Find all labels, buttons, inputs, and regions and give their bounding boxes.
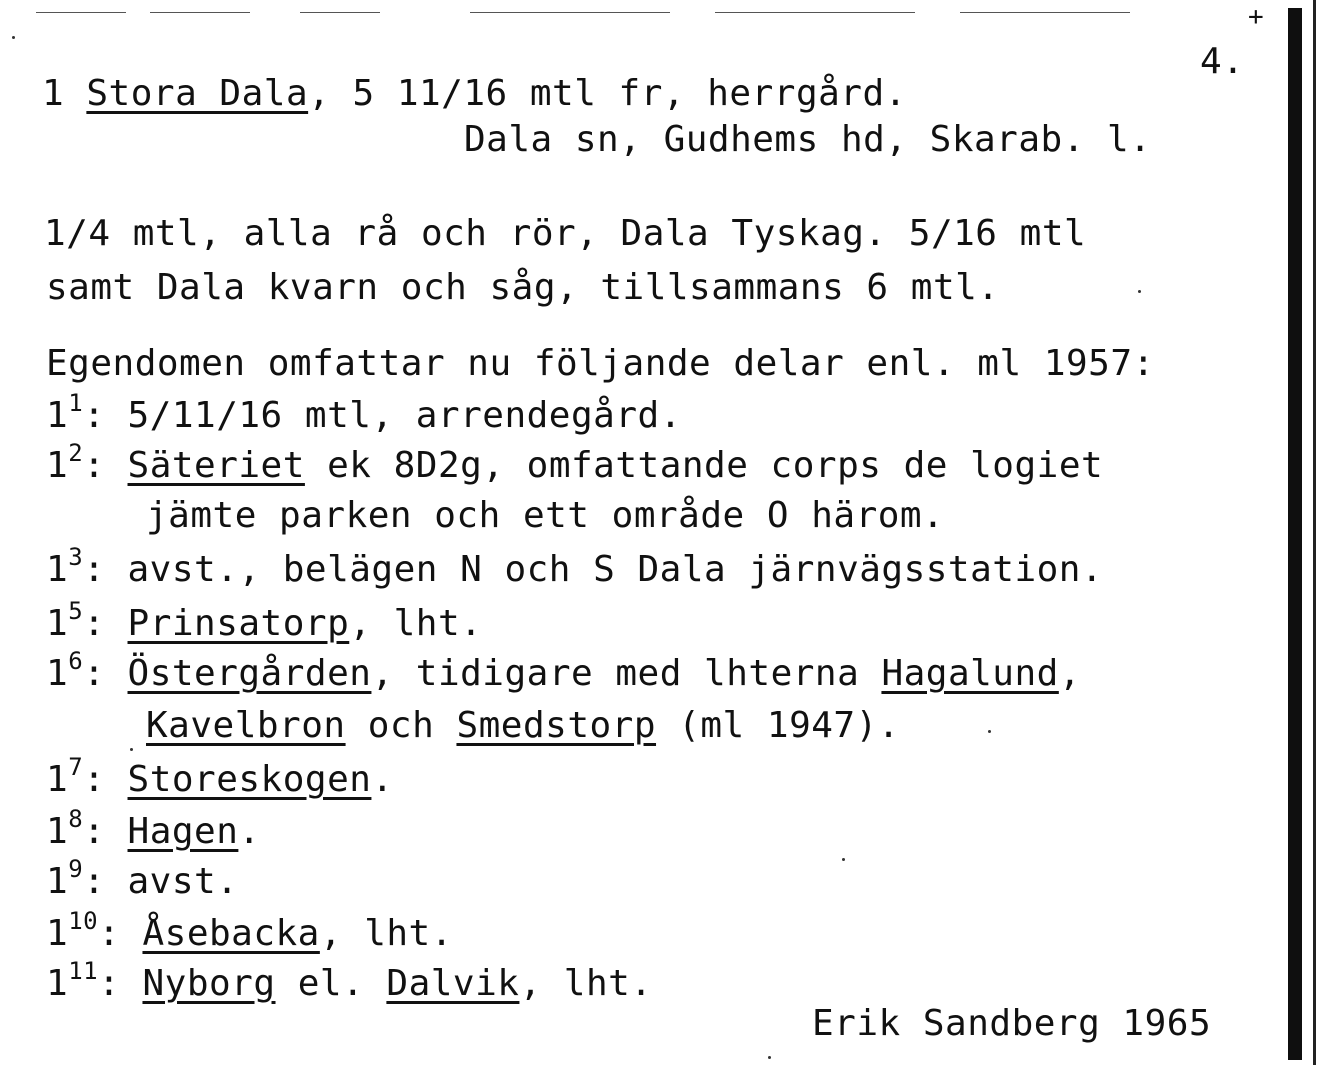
- entry-text: , tidigare med lhterna: [371, 653, 882, 694]
- top-rule-segment: [715, 12, 915, 13]
- entry-text: ek 8D2g, omfattande corps de logiet: [304, 445, 1104, 486]
- entry-separator: :: [83, 861, 106, 902]
- top-rule-segment: [150, 12, 250, 13]
- entry-separator: :: [83, 549, 106, 590]
- entry-superscript: 11: [68, 957, 99, 985]
- place-name: Dalvik: [386, 963, 520, 1004]
- entry-text: el.: [275, 963, 387, 1004]
- entry-superscript: 10: [68, 907, 99, 935]
- entry-text: , lht.: [319, 913, 453, 954]
- entry-separator: :: [83, 759, 106, 800]
- place-name: Östergården: [127, 653, 372, 694]
- speck: [12, 36, 15, 39]
- entry-line: [46, 389, 682, 439]
- entry-superscript: 6: [68, 647, 84, 675]
- top-rule-segment: [300, 12, 380, 13]
- entry-number: 1: [46, 653, 69, 694]
- place-name: Smedstorp: [456, 705, 657, 746]
- card-edge: [1313, 0, 1316, 1065]
- location-line: Dala sn, Gudhems hd, Skarab. l.: [464, 119, 1152, 160]
- entry-text: jämte parken och ett område O härom.: [146, 495, 945, 536]
- entry-text: [105, 445, 127, 486]
- entry-text: .: [238, 811, 261, 852]
- entry-text: , lht.: [349, 603, 483, 644]
- top-rule-segment: [470, 12, 670, 13]
- entry-number: 1: [46, 445, 69, 486]
- entry-line: [46, 753, 394, 803]
- entry-separator: :: [83, 603, 106, 644]
- entry-text: avst., belägen N och S Dala järnvägsstation.: [105, 549, 1104, 590]
- entry-line: [46, 957, 653, 1007]
- entry-text: [105, 653, 127, 694]
- card-right-border: [1288, 8, 1302, 1060]
- entry-line: [46, 647, 1082, 697]
- top-rule-segment: [36, 12, 126, 13]
- entry-text: [105, 603, 127, 644]
- entry-text: [105, 759, 127, 800]
- top-rule-segment: [960, 12, 1130, 13]
- place-name: Hagalund: [881, 653, 1059, 694]
- heading-line: [42, 74, 907, 114]
- entry-continuation: [146, 496, 944, 536]
- composition-line-1: 1/4 mtl, alla rå och rör, Dala Tyskag. 5/16 mtl: [44, 213, 1087, 254]
- entry-text: (ml 1947).: [656, 705, 900, 746]
- entry-line: [46, 543, 1104, 593]
- composition-line-2: samt Dala kvarn och såg, tillsammans 6 mtl.: [46, 267, 1000, 308]
- place-name: Storeskogen: [127, 759, 372, 800]
- entry-separator: :: [83, 811, 106, 852]
- place-name: Kavelbron: [146, 705, 346, 746]
- entry-line: [46, 597, 483, 647]
- place-name: Hagen: [127, 811, 239, 852]
- entry-text: [120, 913, 142, 954]
- entry-superscript: 8: [68, 805, 84, 833]
- entry-line: [46, 855, 239, 905]
- intro-line: Egendomen omfattar nu följande delar enl. ml 1957:: [46, 343, 1155, 384]
- heading-rest: , 5 11/16 mtl fr, herrgård.: [308, 73, 907, 114]
- entry-text: , lht.: [519, 963, 653, 1004]
- heading-number: 1: [42, 73, 65, 114]
- entry-number: 1: [46, 759, 69, 800]
- entry-superscript: 5: [68, 597, 84, 625]
- entry-separator: :: [98, 913, 121, 954]
- entry-superscript: 3: [68, 543, 84, 571]
- entry-number: 1: [46, 913, 69, 954]
- speck: [842, 858, 845, 861]
- entry-text: .: [371, 759, 394, 800]
- entry-line: [46, 907, 453, 957]
- entry-text: [105, 811, 127, 852]
- speck: [1138, 290, 1141, 293]
- entry-text: avst.: [105, 861, 239, 902]
- entry-superscript: 9: [68, 855, 84, 883]
- entry-superscript: 7: [68, 753, 84, 781]
- entry-line: [46, 805, 261, 855]
- entry-separator: :: [83, 653, 106, 694]
- entry-separator: :: [83, 445, 106, 486]
- page-number: 4.: [1200, 41, 1245, 82]
- entry-number: 1: [46, 549, 69, 590]
- entry-number: 1: [46, 963, 69, 1004]
- entry-text: och: [345, 705, 457, 746]
- corner-mark: +: [1248, 2, 1264, 32]
- speck: [768, 1056, 771, 1059]
- place-name: Åsebacka: [142, 913, 320, 954]
- speck: [988, 730, 991, 733]
- entry-superscript: 2: [68, 439, 84, 467]
- heading-place: Stora Dala: [86, 73, 309, 114]
- entry-text: 5/11/16 mtl, arrendegård.: [105, 395, 682, 436]
- entry-number: 1: [46, 603, 69, 644]
- entry-text: [120, 963, 142, 1004]
- entry-separator: :: [83, 395, 106, 436]
- place-name: Säteriet: [127, 445, 305, 486]
- speck: [130, 748, 133, 751]
- signature: Erik Sandberg 1965: [812, 1003, 1212, 1044]
- entry-superscript: 1: [68, 389, 84, 417]
- entry-text: ,: [1058, 653, 1082, 694]
- place-name: Prinsatorp: [127, 603, 350, 644]
- entry-number: 1: [46, 861, 69, 902]
- entry-number: 1: [46, 811, 69, 852]
- place-name: Nyborg: [142, 963, 276, 1004]
- entry-continuation: [146, 706, 900, 746]
- entry-number: 1: [46, 395, 69, 436]
- entry-separator: :: [98, 963, 121, 1004]
- entry-line: [46, 439, 1104, 489]
